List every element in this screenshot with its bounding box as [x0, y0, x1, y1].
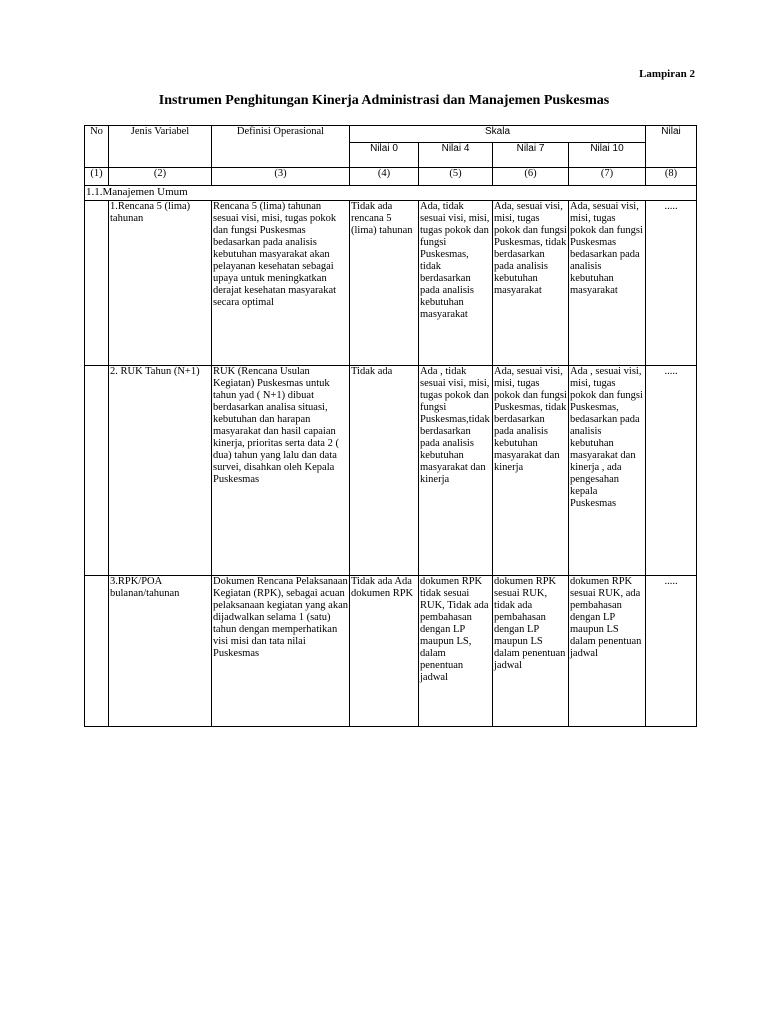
row-no-cell — [85, 201, 109, 366]
document-title: Instrumen Penghitungan Kinerja Administrasi dan Manajemen Puskesmas — [158, 93, 610, 108]
col-number-3: (3) — [212, 168, 350, 186]
row-nilai4-cell: Ada, tidak sesuai visi, misi, tugas pokok dan fungsi Puskesmas, tidak berdasarkan pada analisis kebutuhan masyarakat — [419, 201, 493, 366]
header-nilai-0: Nilai 0 — [350, 143, 419, 168]
row-nilai0-cell: Tidak ada — [350, 366, 419, 576]
col-number-8: (8) — [646, 168, 697, 186]
row-nilai4-cell: Ada , tidak sesuai visi, misi, tugas pokok dan fungsi Puskesmas,tidak berdasarkan pada analisis kebutuhan masyarakat dan kinerja — [419, 366, 493, 576]
header-definisi-operasional: Definisi Operasional — [212, 126, 350, 168]
attachment-label: Lampiran 2 — [639, 68, 695, 80]
table-row — [85, 201, 697, 366]
row-no-cell — [85, 366, 109, 576]
row-definisi-cell: Dokumen Rencana Pelaksanaan Kegiatan (RPK), sebagai acuan pelaksanaan kegiatan yang akan dijadwalkan selama 1 (satu) tahun dengan memperhatikan visi misi dan tata nilai Puskesmas — [212, 576, 350, 727]
row-nilai4-cell: dokumen RPK tidak sesuai RUK, Tidak ada pembahasan dengan LP maupun LS, dalam penentuan jadwal — [419, 576, 493, 727]
row-jenis-cell: 3.RPK/POA bulanan/tahunan — [109, 576, 212, 727]
row-definisi-cell: Rencana 5 (lima) tahunan sesuai visi, misi, tugas pokok dan fungsi Puskesmas bedasarkan pada analisis kebutuhan masyarakat akan pelayanan kesehatan sebagai upaya untuk meningkatkan derajat kesehatan masyarakat secara optimal — [212, 201, 350, 366]
header-no: No — [85, 126, 109, 168]
row-nilai7-cell: dokumen RPK sesuai RUK, tidak ada pembahasan dengan LP maupun LS dalam penentuan jadwal — [493, 576, 569, 727]
row-score-cell: ..... — [646, 201, 697, 366]
row-score-cell: ..... — [646, 366, 697, 576]
header-nilai-4: Nilai 4 — [419, 143, 493, 168]
row-no-cell — [85, 576, 109, 727]
section-title: 1.1.Manajemen Umum — [85, 186, 697, 201]
row-definisi-cell: RUK (Rencana Usulan Kegiatan) Puskesmas untuk tahun yad ( N+1) dibuat berdasarkan analisa situasi, kebutuhan dan harapan masyarakat dan hasil capaian kinerja, prioritas serta data 2 ( dua) tahun yang lalu dan data survei, disahkan oleh Kepala Puskesmas — [212, 366, 350, 576]
header-jenis-variabel: Jenis Variabel — [109, 126, 212, 168]
row-score-cell: ..... — [646, 576, 697, 727]
header-skala: Skala — [350, 126, 646, 143]
row-nilai7-cell: Ada, sesuai visi, misi, tugas pokok dan fungsi Puskesmas, tidak berdasarkan pada analisis kebutuhan masyarakat dan kinerja — [493, 366, 569, 576]
col-number-7: (7) — [569, 168, 646, 186]
col-number-5: (5) — [419, 168, 493, 186]
col-number-6: (6) — [493, 168, 569, 186]
row-nilai0-cell: Tidak ada Ada dokumen RPK — [350, 576, 419, 727]
col-number-2: (2) — [109, 168, 212, 186]
header-nilai-7: Nilai 7 — [493, 143, 569, 168]
header-nilai-10: Nilai 10 — [569, 143, 646, 168]
instrument-table — [84, 125, 697, 727]
row-nilai10-cell: Ada, sesuai visi, misi, tugas pokok dan fungsi Puskesmas bedasarkan pada analisis kebutuhan masyarakat — [569, 201, 646, 366]
row-nilai0-cell: Tidak ada rencana 5 (lima) tahunan — [350, 201, 419, 366]
col-number-4: (4) — [350, 168, 419, 186]
header-nilai: Nilai — [646, 126, 697, 168]
row-jenis-cell: 1.Rencana 5 (lima) tahunan — [109, 201, 212, 366]
row-nilai10-cell: Ada , sesuai visi, misi, tugas pokok dan fungsi Puskesmas, bedasarkan pada analisis kebutuhan masyarakat dan kinerja , ada pengesahan kepala Puskesmas — [569, 366, 646, 576]
row-nilai10-cell: dokumen RPK sesuai RUK, ada pembahasan dengan LP maupun LS dalam penentuan jadwal — [569, 576, 646, 727]
table-row — [85, 366, 697, 576]
table-row — [85, 576, 697, 727]
row-nilai7-cell: Ada, sesuai visi, misi, tugas pokok dan fungsi Puskesmas, tidak berdasarkan pada analisis kebutuhan masyarakat — [493, 201, 569, 366]
row-jenis-cell: 2. RUK Tahun (N+1) — [109, 366, 212, 576]
col-number-1: (1) — [85, 168, 109, 186]
